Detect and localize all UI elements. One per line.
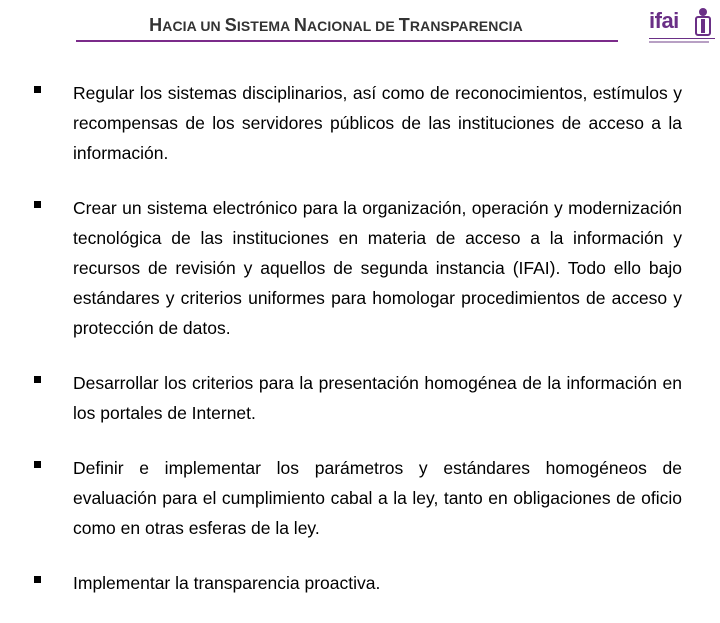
bullet-text: Crear un sistema electrónico para la organización, operación y modernización tecnológica de las instituciones en materia de acceso a la información y recursos de revisión y aquellos de segunda instancia (IFAI). Todo ello bajo estándares y criterios uniformes para homologar procedimientos de acceso y protección de datos. (73, 198, 682, 338)
title-initial: H (149, 15, 163, 35)
square-bullet-icon (34, 201, 41, 208)
bullet-text: Regular los sistemas disciplinarios, así como de reconocimientos, estímulos y recompensas de los servidores públicos de las instituciones de acceso a la información. (73, 83, 682, 163)
bullet-text: Definir e implementar los parámetros y estándares homogéneos de evaluación para el cumplimiento cabal a la ley, tanto en obligaciones de oficio como en otras esferas de la ley. (73, 458, 682, 538)
title-underline (76, 40, 618, 42)
title-part: ISTEMA (236, 18, 294, 34)
bullet-item (0, 453, 720, 543)
square-bullet-icon (34, 576, 41, 583)
square-bullet-icon (34, 86, 41, 93)
logo-tagline-decoration (649, 38, 715, 46)
logo-wordmark: ifai (649, 8, 679, 33)
title-initial: N (293, 15, 307, 35)
title-part: RANSPARENCIA (409, 18, 523, 34)
bullet-text: Implementar la transparencia proactiva. (73, 573, 381, 593)
ifai-logo (645, 6, 715, 48)
slide-title (0, 15, 672, 36)
person-icon (693, 7, 713, 37)
square-bullet-icon (34, 376, 41, 383)
bullet-item (0, 368, 720, 428)
title-part: ACIONAL DE (306, 18, 399, 34)
bullet-item (0, 78, 720, 168)
title-initial: T (398, 15, 410, 35)
title-initial: S (224, 15, 237, 35)
square-bullet-icon (34, 461, 41, 468)
bullet-text: Desarrollar los criterios para la presentación homogénea de la información en los portales de Internet. (73, 373, 682, 423)
title-part: ACIA UN (162, 18, 225, 34)
bullet-item (0, 193, 720, 343)
bullet-item (0, 568, 720, 598)
slide-header (0, 0, 720, 52)
bullet-list (0, 78, 720, 623)
